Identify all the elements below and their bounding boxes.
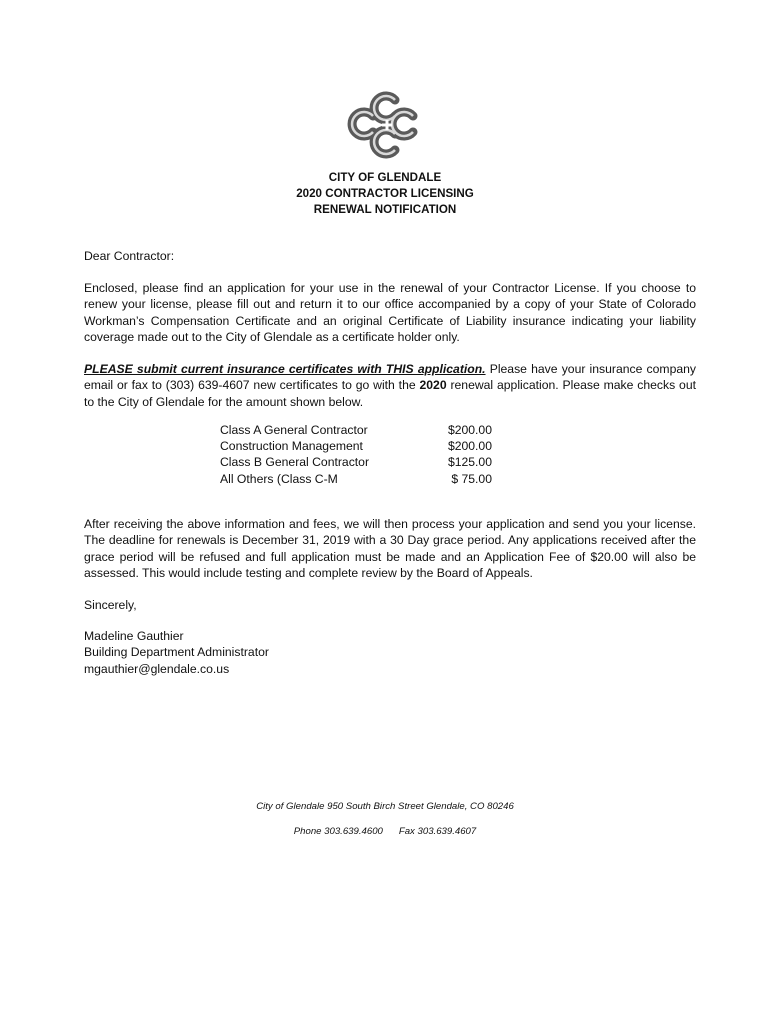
heading-renewal: RENEWAL NOTIFICATION [313,203,457,216]
heading-licensing: 2020 CONTRACTOR LICENSING [296,187,474,200]
fee-table [220,422,492,487]
paragraph-enclosed: Enclosed, please find an application for your use in the renewal of your Contractor License. If you choose to renew your license, please fill out and return it to our office accompanied by a copy of your State of Colorado Workman’s Compensation Certificate and an original Certificate of Liability insurance indicating your liability coverage made out to the City of Glendale as a certificate holder only. [84,281,696,344]
salutation: Dear Contractor: [84,249,175,263]
heading-city: CITY OF GLENDALE [328,171,442,184]
fee-row [220,438,492,454]
fee-amount: $ 75.00 [451,471,492,486]
fee-amount: $125.00 [447,455,492,470]
insurance-text: Please have your insurance company email or fax to (303) 639-4607 new certificates to go with the [84,362,696,393]
footer-contact [0,826,770,838]
signature-email[interactable]: mgauthier@glendale.co.us [84,661,230,676]
fee-amount: $200.00 [447,423,492,437]
paragraph-insurance [84,361,696,410]
footer-address: City of Glendale 950 South Birch Street Glendale, CO 80246 [256,801,514,812]
city-of-glendale-logo-icon [343,86,431,166]
fee-row [220,454,492,470]
footer-fax: Fax 303.639.4607 [398,826,477,837]
fee-label: All Others (Class C-M [220,471,338,486]
fee-row [220,471,492,487]
footer-phone: Phone 303.639.4600 [293,826,383,837]
renewal-year: 2020 [419,378,447,393]
fee-label: Construction Management [220,439,363,454]
signature-name: Madeline Gauthier [84,629,184,643]
fee-label: Class B General Contractor [220,455,370,470]
signature-title: Building Department Administrator [84,645,269,660]
insurance-text-end: renewal application. Please make checks out to the City of Glendale for the amount shown below. [84,378,696,409]
closing: Sincerely, [84,598,137,612]
fee-label: Class A General Contractor [220,423,368,437]
fee-row [220,422,492,438]
insurance-emphasis: PLEASE submit current insurance certificates with THIS application. [84,362,486,376]
signature-block [84,628,269,677]
fee-amount: $200.00 [447,439,492,454]
paragraph-processing: After receiving the above information and fees, we will then process your application and send you your license. The deadline for renewals is December 31, 2019 with a 30 Day grace period. Any applications received after the grace period will be refused and full application must be made and an Application Fee of $20.00 will also be assessed. This would include testing and complete review by the Board of Appeals. [84,517,696,580]
